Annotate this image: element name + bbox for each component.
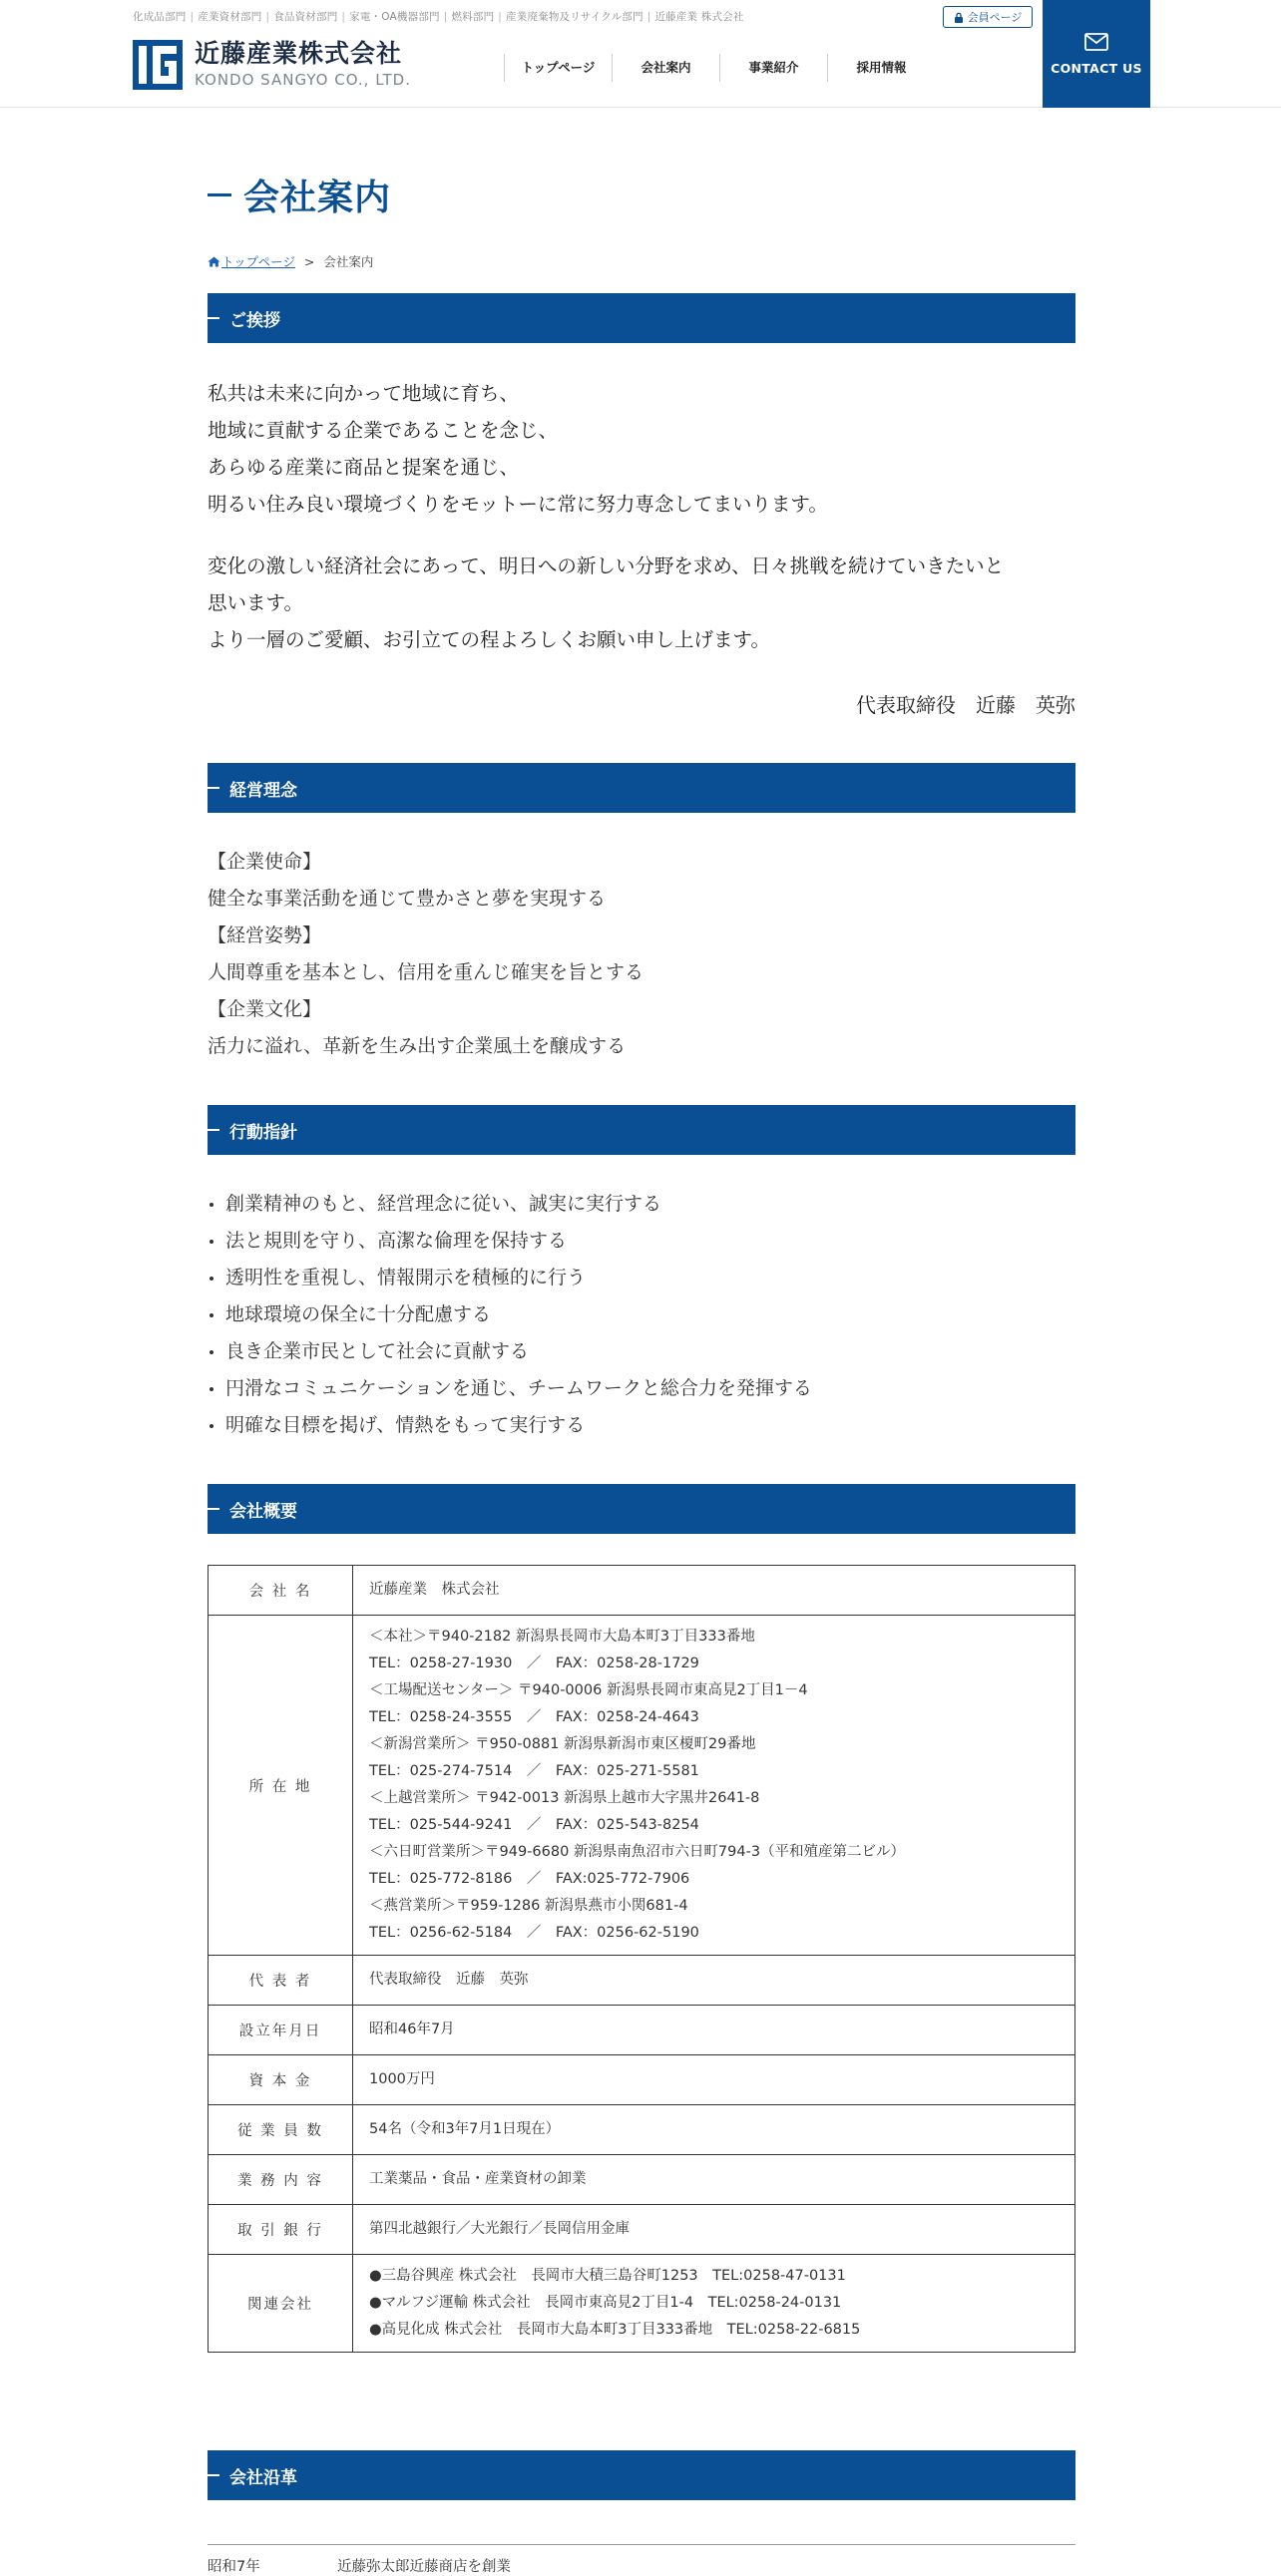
overview-value-line: TEL：0258-27-1930 ／ FAX：0258-28-1729 <box>369 1656 699 1671</box>
overview-value <box>353 1956 1075 2006</box>
overview-value-line: ●高見化成 株式会社 長岡市大島本町3丁目333番地 TEL:0258-22-6815 <box>369 2322 861 2338</box>
overview-value-line: TEL：025-544-9241 ／ FAX：025-543-8254 <box>369 1817 699 1833</box>
overview-value-line: ●マルフジ運輸 株式会社 長岡市東高見2丁目1-4 TEL:0258-24-0131 <box>369 2295 842 2311</box>
section-overview-heading: 会社概要 <box>208 1484 1075 1534</box>
guideline-item: 明確な目標を掲げ、情熱をもって実行する <box>208 1407 1075 1444</box>
overview-value-line: ＜新潟営業所＞ 〒950-0881 新潟県新潟市東区榎町29番地 <box>369 1736 756 1752</box>
history-event: 近藤弥太郎近藤商店を創業 <box>337 2559 511 2575</box>
overview-value-line: ＜上越営業所＞ 〒942-0013 新潟県上越市大字黒井2641-8 <box>369 1790 760 1806</box>
company-logo-icon <box>133 40 183 90</box>
breadcrumb <box>208 252 373 270</box>
overview-row <box>209 2055 1075 2105</box>
overview-value-line: ＜燕営業所＞〒959-1286 新潟県燕市小関681-4 <box>369 1898 688 1914</box>
overview-row <box>209 2205 1075 2255</box>
greeting-line: 明るい住み良い環境づくりをモットーに常に努力専念してまいります。 <box>208 493 828 516</box>
greeting-line: 地域に貢献する企業であることを念じ、 <box>208 419 559 442</box>
overview-value-line: 第四北越銀行／大光銀行／長岡信用金庫 <box>369 2221 630 2237</box>
overview-label: 資 本 金 <box>209 2055 353 2105</box>
division-link[interactable]: 家電・OA機器部門 <box>349 11 440 23</box>
overview-value <box>353 2155 1075 2205</box>
breadcrumb-home[interactable] <box>208 254 295 269</box>
division-link[interactable]: 産業廃棄物及リサイクル部門 <box>506 11 643 23</box>
nav-recruit[interactable]: 採用情報 <box>827 54 935 82</box>
overview-value <box>353 2055 1075 2105</box>
overview-value-line: TEL：025-772-8186 ／ FAX:025-772-7906 <box>369 1871 690 1887</box>
overview-value-line: ＜六日町営業所＞〒949-6680 新潟県南魚沼市六日町794-3（平和殖産第二ビル） <box>369 1844 906 1860</box>
member-page-button[interactable] <box>943 6 1033 28</box>
greeting-paragraph-1 <box>208 375 1075 523</box>
mail-icon <box>1084 33 1108 51</box>
greeting-line: 私共は未来に向かって地域に育ち、 <box>208 382 520 405</box>
guideline-item: 地球環境の保全に十分配慮する <box>208 1296 1075 1333</box>
overview-row <box>209 1956 1075 2006</box>
title-dash <box>208 193 231 196</box>
overview-row <box>209 2155 1075 2205</box>
site-header <box>0 0 1281 108</box>
division-links: 化成品部門 | 産業資材部門 | 食品資材部門 | 家電・OA機器部門 | 燃料部門 | 産業廃棄物及リサイクル部門 | 近藤産業 株式会社 <box>133 11 744 23</box>
overview-value-line: ＜工場配送センター＞ 〒940-0006 新潟県長岡市東高見2丁目1－4 <box>369 1682 808 1698</box>
overview-value <box>353 1566 1075 1616</box>
overview-value-line: ＜本社＞〒940-2182 新潟県長岡市大島本町3丁目333番地 <box>369 1629 755 1645</box>
history-row <box>208 2544 1075 2576</box>
breadcrumb-home-label: トップページ <box>221 254 295 269</box>
global-nav <box>504 54 935 82</box>
nav-business[interactable]: 事業紹介 <box>719 54 827 82</box>
overview-label: 代 表 者 <box>209 1956 353 2006</box>
nav-top[interactable]: トップページ <box>504 54 612 82</box>
overview-value-line: 近藤産業 株式会社 <box>369 1582 500 1598</box>
overview-label: 関連会社 <box>209 2255 353 2353</box>
division-link[interactable]: 燃料部門 <box>451 11 495 23</box>
overview-value-line: TEL：0256-62-5184 ／ FAX：0256-62-5190 <box>369 1925 699 1941</box>
overview-label: 取 引 銀 行 <box>209 2205 353 2255</box>
section-greeting-heading: ご挨拶 <box>208 293 1075 343</box>
overview-row <box>209 1616 1075 1956</box>
overview-value-line: 54名（令和3年7月1日現在） <box>369 2121 561 2137</box>
overview-value <box>353 2105 1075 2155</box>
philosophy-line: 【経営姿勢】 <box>208 924 322 946</box>
guideline-item: 創業精神のもと、経営理念に従い、誠実に実行する <box>208 1186 1075 1223</box>
division-link[interactable]: 産業資材部門 <box>198 11 262 23</box>
overview-value-line: 昭和46年7月 <box>369 2022 455 2037</box>
division-link[interactable]: 近藤産業 株式会社 <box>654 11 744 23</box>
breadcrumb-current: 会社案内 <box>323 254 374 269</box>
guideline-item: 法と規則を守り、高潔な倫理を保持する <box>208 1223 1075 1260</box>
greeting-line: 思います。 <box>208 591 303 614</box>
guideline-item: 透明性を重視し、情報開示を積極的に行う <box>208 1260 1075 1296</box>
greeting-line: より一層のご愛顧、お引立ての程よろしくお願い申し上げます。 <box>208 628 770 651</box>
greeting-signature: 代表取締役 近藤 英弥 <box>856 693 1075 717</box>
company-overview-table <box>208 1565 1075 2353</box>
lock-icon <box>954 12 964 23</box>
overview-label: 所 在 地 <box>209 1616 353 1956</box>
section-philosophy-heading: 経営理念 <box>208 763 1075 813</box>
overview-label: 従 業 員 数 <box>209 2105 353 2155</box>
division-link[interactable]: 化成品部門 <box>133 11 187 23</box>
overview-row <box>209 1566 1075 1616</box>
overview-value-line: 1000万円 <box>369 2071 435 2087</box>
overview-value <box>353 2205 1075 2255</box>
overview-value <box>353 2255 1075 2353</box>
guideline-item: 良き企業市民として社会に貢献する <box>208 1333 1075 1370</box>
guideline-item: 円滑なコミュニケーションを通じ、チームワークと総合力を発揮する <box>208 1370 1075 1407</box>
philosophy-line: 【企業文化】 <box>208 998 322 1020</box>
overview-value <box>353 1616 1075 1956</box>
contact-button[interactable] <box>1043 0 1150 108</box>
member-page-label: 会員ページ <box>967 11 1023 24</box>
overview-value <box>353 2006 1075 2055</box>
overview-label: 設立年月日 <box>209 2006 353 2055</box>
overview-row <box>209 2006 1075 2055</box>
history-year: 昭和7年 <box>208 2559 260 2575</box>
philosophy-line: 人間尊重を基本とし、信用を重んじ確実を旨とする <box>208 961 644 983</box>
overview-value-line: 代表取締役 近藤 英弥 <box>369 1972 529 1988</box>
page-title-text: 会社案内 <box>243 178 392 218</box>
overview-row <box>209 2105 1075 2155</box>
page-title <box>208 170 391 220</box>
overview-value-line: TEL：025-274-7514 ／ FAX：025-271-5581 <box>369 1763 699 1779</box>
logo-japanese-name: 近藤産業株式会社 <box>195 39 403 68</box>
philosophy-list <box>208 844 1075 1065</box>
greeting-line: 変化の激しい経済社会にあって、明日への新しい分野を求め、日々挑戦を続けていきたいと <box>208 554 1005 577</box>
breadcrumb-separator: > <box>303 254 315 269</box>
overview-label: 会 社 名 <box>209 1566 353 1616</box>
logo-english-name: KONDO SANGYO CO., LTD. <box>195 71 411 89</box>
guidelines-list <box>208 1186 1075 1444</box>
overview-value-line: TEL：0258-24-3555 ／ FAX：0258-24-4643 <box>369 1709 699 1725</box>
section-history-heading: 会社沿革 <box>208 2450 1075 2500</box>
nav-company[interactable]: 会社案内 <box>612 54 719 82</box>
home-icon <box>208 256 220 267</box>
section-guidelines-heading: 行動指針 <box>208 1105 1075 1155</box>
greeting-line: あらゆる産業に商品と提案を通じ、 <box>208 456 520 479</box>
philosophy-line: 【企業使命】 <box>208 851 322 873</box>
greeting-paragraph-2 <box>208 548 1075 658</box>
overview-label: 業 務 内 容 <box>209 2155 353 2205</box>
philosophy-line: 健全な事業活動を通じて豊かさと夢を実現する <box>208 888 607 910</box>
overview-value-line: ●三島谷興産 株式会社 長岡市大積三島谷町1253 TEL:0258-47-0131 <box>369 2268 846 2284</box>
contact-label: CONTACT US <box>1051 60 1142 76</box>
overview-value-line: 工業薬品・食品・産業資材の卸業 <box>369 2171 587 2187</box>
philosophy-line: 活力に溢れ、革新を生み出す企業風土を醸成する <box>208 1035 627 1057</box>
division-link[interactable]: 食品資材部門 <box>273 11 338 23</box>
overview-row <box>209 2255 1075 2353</box>
site-logo[interactable] <box>133 40 411 90</box>
